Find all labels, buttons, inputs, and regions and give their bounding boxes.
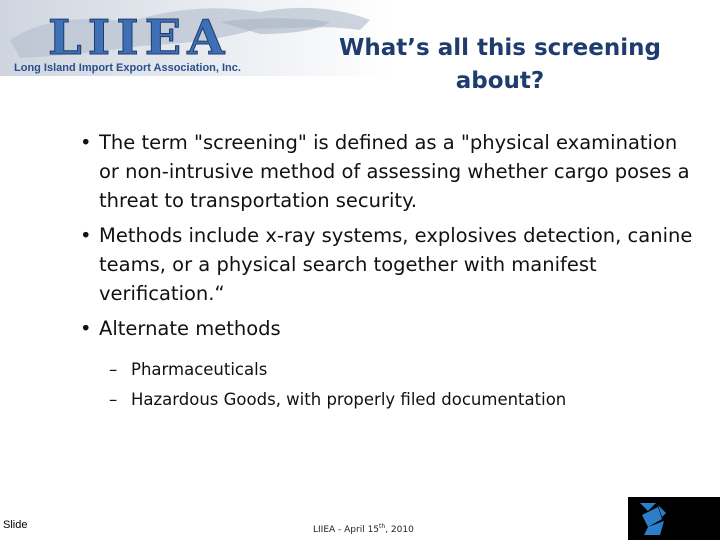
bullet-item	[74, 128, 694, 215]
slide-title	[300, 32, 700, 98]
bullet-item	[74, 314, 694, 343]
sub-bullet-item	[109, 355, 694, 385]
bullet-marker: •	[80, 317, 92, 340]
sub-bullet-text: Hazardous Goods, with properly filed documentation	[131, 390, 567, 409]
footer-slide-label: Slide	[3, 519, 28, 531]
bullet-text: Methods include x-ray systems, explosives detection, canine teams, or a physical search together with manifest verification.“	[99, 224, 693, 305]
sub-bullet-marker: –	[109, 360, 118, 379]
footer-date-sup: th	[379, 523, 386, 530]
sub-bullet-item	[109, 385, 694, 415]
bullet-marker: •	[80, 224, 92, 247]
footer-date	[313, 523, 414, 535]
sub-bullet-list	[109, 355, 694, 415]
bullet-item	[74, 221, 694, 308]
bullet-marker: •	[80, 131, 92, 154]
sub-bullet-marker: –	[109, 390, 118, 409]
slide-title-line1: What’s all this screening	[339, 35, 661, 61]
bullet-text: Alternate methods	[99, 317, 281, 340]
bullet-text: The term "screening" is defined as a "physical examination or non-intrusive method of assessing whether cargo poses a threat to transportation security.	[99, 131, 690, 212]
logo-subtitle: Long Island Import Export Association, Inc.	[14, 62, 241, 74]
slide-body	[74, 128, 694, 415]
footer-date-suffix: , 2010	[385, 525, 414, 535]
corner-logo-icon	[628, 497, 720, 540]
sub-bullet-text: Pharmaceuticals	[131, 360, 268, 379]
slide-title-line2: about?	[455, 68, 545, 94]
logo-wordmark: LIIEA	[48, 10, 231, 66]
footer-date-prefix: LIIEA - April 15	[313, 525, 380, 535]
